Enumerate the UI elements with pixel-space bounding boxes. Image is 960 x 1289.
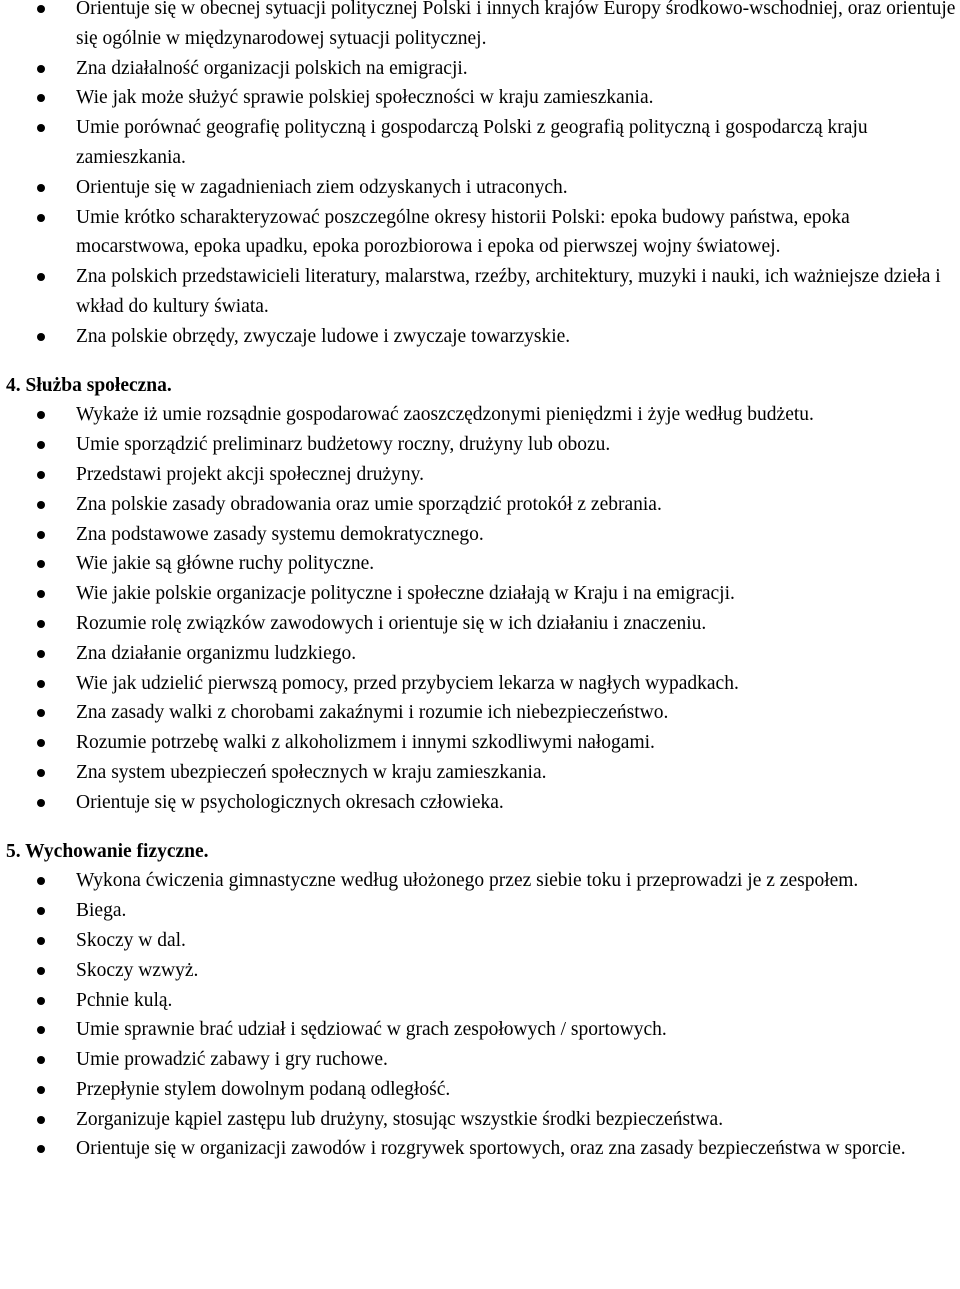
bullet-icon — [37, 333, 45, 341]
bullet-icon — [37, 877, 45, 885]
list-item-text: Biega. — [76, 900, 127, 922]
list-item-text: Orientuje się w obecnej sytuacji politycznej Polski i innych krajów Europy środkowo-wschodniej, oraz orientuje się ogólnie w międzynarodowej sytuacji politycznej. — [76, 0, 956, 49]
list-item — [0, 609, 960, 639]
list-item — [0, 400, 960, 430]
bullet-icon — [37, 907, 45, 915]
list-item-text: Zna podstawowe zasady systemu demokratycznego. — [76, 523, 484, 545]
list-item-text: Wie jakie polskie organizacje polityczne i społeczne działają w Kraju i na emigracji. — [76, 583, 735, 605]
bullet-icon — [37, 471, 45, 479]
bullet-icon — [37, 709, 45, 717]
list-item — [0, 1045, 960, 1075]
list-item-text: Umie krótko scharakteryzować poszczególne okresy historii Polski: epoka budowy państwa, epoka mocarstwowa, epoka upadku, epoka porozbiorowa i epoka od pierwszej wojny światowej. — [76, 206, 850, 258]
list-item — [0, 549, 960, 579]
list-item-text: Wykona ćwiczenia gimnastyczne według ułożonego przez siebie toku i przeprowadzi je z zespołem. — [76, 870, 859, 892]
list-item — [0, 758, 960, 788]
list-item-text: Orientuje się w psychologicznych okresach człowieka. — [76, 791, 504, 813]
list-item-text: Pchnie kulą. — [76, 989, 173, 1011]
list-item-text: Zna działalność organizacji polskich na emigracji. — [76, 57, 468, 79]
bullet-icon — [37, 769, 45, 777]
bullet-icon — [37, 124, 45, 132]
list-item-text: Zna zasady walki z chorobami zakaźnymi i rozumie ich niebezpieczeństwo. — [76, 702, 669, 724]
list-item — [0, 173, 960, 203]
list-item — [0, 262, 960, 322]
list-item — [0, 986, 960, 1016]
intro-list — [0, 0, 960, 352]
list-item — [0, 490, 960, 520]
physical-education-list — [0, 866, 960, 1164]
bullet-icon — [37, 1116, 45, 1124]
bullet-icon — [37, 273, 45, 281]
social-service-list — [0, 400, 960, 817]
list-item-text: Skoczy w dal. — [76, 929, 186, 951]
list-item — [0, 956, 960, 986]
list-item-text: Wie jak udzielić pierwszą pomocy, przed przybyciem lekarza w nagłych wypadkach. — [76, 672, 739, 694]
list-item — [0, 698, 960, 728]
bullet-icon — [37, 94, 45, 102]
bullet-icon — [37, 680, 45, 688]
bullet-icon — [37, 531, 45, 539]
bullet-icon — [37, 1056, 45, 1064]
bullet-icon — [37, 501, 45, 509]
bullet-icon — [37, 650, 45, 658]
bullet-icon — [37, 967, 45, 975]
list-item-text: Skoczy wzwyż. — [76, 959, 199, 981]
list-item-text: Zna polskie obrzędy, zwyczaje ludowe i zwyczaje towarzyskie. — [76, 325, 571, 347]
bullet-icon — [37, 620, 45, 628]
bullet-icon — [37, 590, 45, 598]
list-item-text: Przedstawi projekt akcji społecznej drużyny. — [76, 463, 424, 485]
list-item — [0, 54, 960, 84]
list-item — [0, 728, 960, 758]
bullet-icon — [37, 1145, 45, 1153]
bullet-icon — [37, 1026, 45, 1034]
list-item — [0, 520, 960, 550]
bullet-icon — [37, 441, 45, 449]
list-item-text: Umie porównać geografię polityczną i gospodarczą Polski z geografią polityczną i gospodarczą kraju zamieszkania. — [76, 117, 868, 168]
bullet-icon — [37, 560, 45, 568]
bullet-icon — [37, 799, 45, 807]
list-item — [0, 0, 960, 54]
list-item-text: Orientuje się w organizacji zawodów i rozgrywek sportowych, oraz zna zasady bezpieczeństwa w sporcie. — [76, 1138, 906, 1160]
list-item-text: Umie sporządzić preliminarz budżetowy roczny, drużyny lub obozu. — [76, 434, 611, 456]
list-item-text: Zna działanie organizmu ludzkiego. — [76, 642, 357, 664]
bullet-icon — [37, 1086, 45, 1094]
list-item — [0, 639, 960, 669]
list-item-text: Umie sprawnie brać udział i sędziować w grach zespołowych / sportowych. — [76, 1019, 667, 1041]
list-item-text: Rozumie rolę związków zawodowych i orientuje się w ich działaniu i znaczeniu. — [76, 612, 707, 634]
list-item-text: Zna polskich przedstawicieli literatury, malarstwa, rzeźby, architektury, muzyki i nauki, ich ważniejsze dzieła i wkład do kultury świata. — [76, 266, 941, 317]
list-item — [0, 788, 960, 818]
section-spacer — [0, 818, 960, 837]
list-item — [0, 322, 960, 352]
list-item — [0, 1015, 960, 1045]
bullet-icon — [37, 214, 45, 222]
list-item — [0, 926, 960, 956]
list-item-text: Wie jakie są główne ruchy polityczne. — [76, 553, 375, 575]
list-item — [0, 896, 960, 926]
section-heading-physical-education: 5. Wychowanie fizyczne. — [6, 840, 209, 862]
list-item — [0, 83, 960, 113]
list-item-text: Orientuje się w zagadnieniach ziem odzyskanych i utraconych. — [76, 176, 568, 198]
list-item-text: Wie jak może służyć sprawie polskiej społeczności w kraju zamieszkania. — [76, 87, 654, 109]
list-item — [0, 1075, 960, 1105]
list-item — [0, 460, 960, 490]
bullet-icon — [37, 411, 45, 419]
list-item-text: Przepłynie stylem dowolnym podaną odległość. — [76, 1078, 451, 1100]
list-item — [0, 866, 960, 896]
list-item-text: Umie prowadzić zabawy i gry ruchowe. — [76, 1049, 388, 1071]
list-item-text: Zna polskie zasady obradowania oraz umie sporządzić protokół z zebrania. — [76, 493, 662, 515]
list-item — [0, 113, 960, 173]
section-spacer — [0, 352, 960, 371]
list-item — [0, 430, 960, 460]
list-item — [0, 1134, 960, 1164]
list-item — [0, 579, 960, 609]
bullet-icon — [37, 5, 45, 13]
list-item-text: Wykaże iż umie rozsądnie gospodarować zaoszczędzonymi pieniędzmi i żyje według budżetu. — [76, 404, 814, 426]
list-item-text: Rozumie potrzebę walki z alkoholizmem i innymi szkodliwymi nałogami. — [76, 732, 655, 754]
bullet-icon — [37, 937, 45, 945]
bullet-icon — [37, 997, 45, 1005]
bullet-icon — [37, 739, 45, 747]
list-item-text: Zorganizuje kąpiel zastępu lub drużyny, stosując wszystkie środki bezpieczeństwa. — [76, 1108, 724, 1130]
bullet-icon — [37, 65, 45, 73]
section-heading-social-service: 4. Służba społeczna. — [6, 374, 172, 396]
list-item — [0, 1105, 960, 1135]
list-item — [0, 203, 960, 263]
bullet-icon — [37, 184, 45, 192]
list-item-text: Zna system ubezpieczeń społecznych w kraju zamieszkania. — [76, 761, 547, 783]
list-item — [0, 669, 960, 699]
